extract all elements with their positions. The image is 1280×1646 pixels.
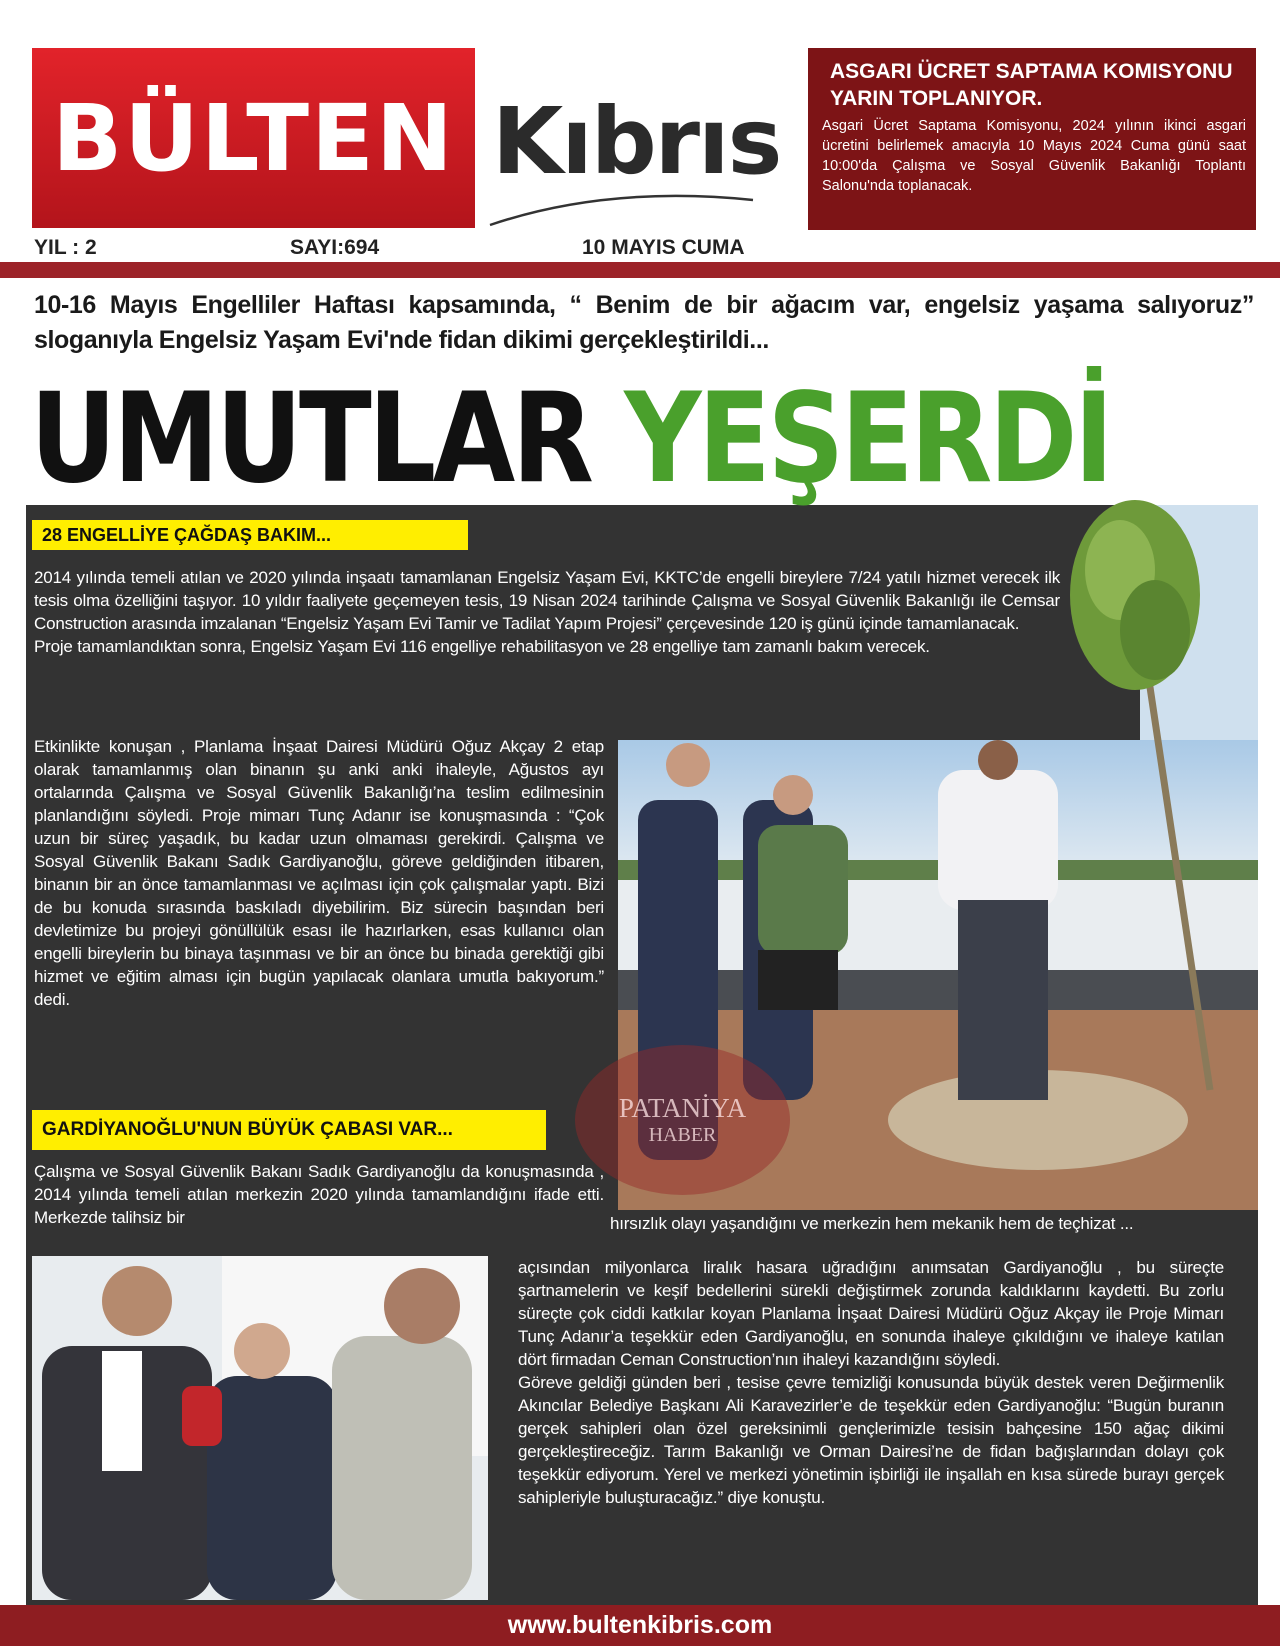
year-label: YIL : 2	[34, 236, 97, 259]
paragraph-1b-text: Proje tamamlandıktan sonra, Engelsiz Yaşam Evi 116 engelliye rehabilitasyon ve 28 engelliye tam zamanlı bakım verecek.	[34, 637, 930, 656]
paragraph-3-continuation: hırsızlık olayı yaşandığını ve merkezin hem mekanik hem de teçhizat ...	[610, 1214, 1134, 1233]
logo-bulten	[32, 48, 475, 228]
paragraph-1-text: 2014 yılında temeli atılan ve 2020 yılında inşaatı tamamlanan Engelsiz Yaşam Evi, KKTC’de engelli bireylere 7/24 yatılı hizmet verecek ilk tesis olma özelliğini taşıyor. 10 yıldır faaliyete geçemeyen tesis, 19 Nisan 2024 tarihinde Çalışma ve Sosyal Güvenlik Bakanlığı ile Cemsar Construction arasında imzalanan “Engelsiz Yaşam Evi Tamir ve Tadilat Yapım Projesi” çerçevesinde 120 iş günü içinde tamamlanacak.	[34, 568, 1060, 633]
tree-image	[1040, 500, 1240, 1100]
headline	[30, 367, 1111, 511]
issue-label: SAYI:694	[290, 236, 380, 259]
paragraph-2: Etkinlikte konuşan , Planlama İnşaat Dairesi Müdürü Oğuz Akçay 2 etap olarak tamamlanmış olan binanın şu anki anki ihaleyle, Ağustos ayı ortalarında Çalışma ve Sosyal Güvenlik Bakanlığı’na teslim edilmesinin planlandığını söyledi. Proje mimarı Tunç Adanır ise konuşmasında : “Çok uzun bir süreç yaşadık, bu kadar uzun olmaması gerekirdi. Çalışma ve Sosyal Güvenlik Bakanı Sadık Gardiyanoğlu, göreve geldiğinden itibaren, binanın bir an önce tamamlanması ve açılması için çok çalışmalar yaptı. Bizi de bu konuda sırasında baskıladı diyebilirim. Biz sürecin başından beri devletimize bu projeyi gönüllülük esası ile hazırlarken, esas kullanıcı olan engelli bireylerin bu binaya taşınması ve bir an önce bu binada gerektiği gibi hizmet ve eğitim alması için bugün yapılacak olanlara umutla bakıyorum.” dedi.	[34, 737, 604, 1009]
paragraph-5-text: Göreve geldiği günden beri , tesise çevre temizliği konusunda büyük destek veren Değirmenlik Akıncılar Belediye Başkanı Ali Karavezirler’e de teşekkür eden Gardiyanoğlu: “Bugün buranın gerçek sahipleri olan özel gereksinimli gençlerimizle tesisin bahçesine 150 ağaç dikimi gerçekleştireceğiz. Tarım Bakanlığı ve Orman Dairesi’ne de fidan bağışlarından dolayı çok teşekkür ediyorum. Yerel ve merkezi yönetimin işbirliği ile inşallah en kısa sürede burayı gerçek sahipleriyle buluşturacağız.” diye konuştu.	[518, 1373, 1224, 1507]
side-news-box	[808, 48, 1256, 230]
watermark-line2: HABER	[648, 1124, 717, 1146]
headline-black: UMUTLAR	[30, 367, 591, 511]
section-label-2: GARDİYANOĞLU'NUN BÜYÜK ÇABASI VAR...	[32, 1110, 546, 1150]
watermark-line1: PATANİYA	[618, 1093, 747, 1123]
divider-bar	[0, 262, 1280, 278]
date-label: 10 MAYIS CUMA	[582, 236, 745, 259]
headline-green: YEŞERDİ	[624, 367, 1111, 511]
paragraph-1	[34, 566, 1060, 658]
footer-bar	[0, 1605, 1280, 1646]
logo-swoosh-icon	[488, 190, 758, 230]
website-link[interactable]: www.bultenkibris.com	[507, 1611, 773, 1639]
logo-word: BÜLTEN	[52, 84, 455, 192]
logo-kibris: Kıbrıs	[492, 88, 781, 195]
paragraph-4	[518, 1256, 1224, 1509]
photo-press-interview	[32, 1256, 488, 1600]
side-news-title: ASGARI ÜCRET SAPTAMA KOMISYONU YARIN TOPLANIYOR.	[830, 60, 1233, 110]
watermark-logo	[575, 1045, 790, 1195]
paragraph-4-text: açısından milyonlarca liralık hasara uğradığını anımsatan Gardiyanoğlu , bu süreçte şartnamelerin ve keşif bedellerini sürekli değiştirmek zorunda kaldıklarını kaydetti. Bu zorlu süreçte çok ciddi katkılar koyan Planlama İnşaat Dairesi Müdürü Oğuz Akçay ile Proje Mimarı Tunç Adanır’a teşekkür eden Gardiyanoğlu, en sonunda ihaleye çıkıldığını ve ihaleye katılan dört firmadan Ceman Construction’nın ihaleyi kazandığını söyledi.	[518, 1258, 1224, 1369]
paragraph-3: Çalışma ve Sosyal Güvenlik Bakanı Sadık Gardiyanoğlu da konuşmasında , 2014 yılında temeli atılan merkezin 2020 yılında tamamlandığını ifade etti. Merkezde talihsiz bir	[34, 1162, 604, 1227]
article-subtitle: 10-16 Mayıs Engelliler Haftası kapsamında, “ Benim de bir ağacım var, engelsiz yaşama salıyoruz” sloganıyla Engelsiz Yaşam Evi'nde fidan dikimi gerçekleştirildi...	[34, 291, 1254, 354]
side-news-body: Asgari Ücret Saptama Komisyonu, 2024 yılının ikinci asgari ücretini belirlemek amacıyla 10 Mayıs 2024 Cuma günü saat 10:00'da Çalışma ve Sosyal Güvenlik Bakanlığı Toplantı Salonu'nda toplanacak.	[822, 118, 1246, 194]
section-label-1: 28 ENGELLİYE ÇAĞDAŞ BAKIM...	[32, 520, 468, 550]
